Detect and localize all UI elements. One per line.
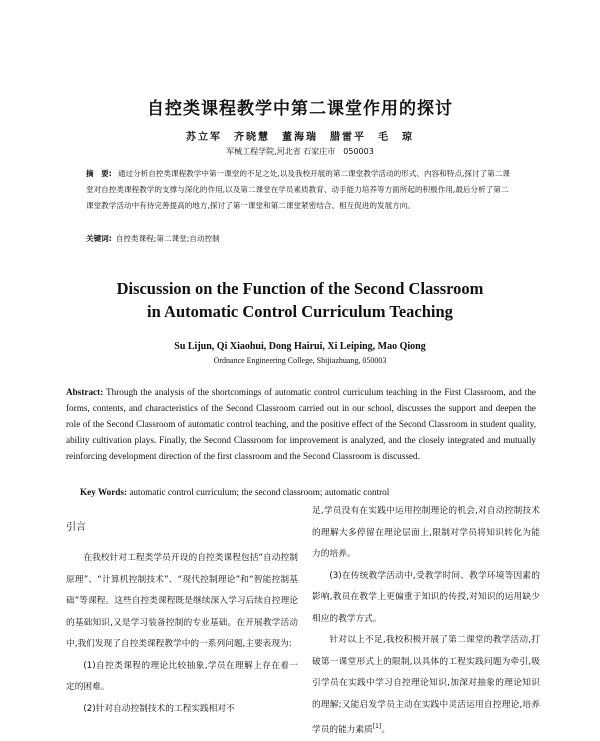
chinese-abstract-text: 通过分析自控类课程教学中第一课堂的不足之处,以及我校开展的第二课堂教学活动的形式、内容和特点,探讨了第二课堂对自控类课程教学的支撑与深化的作用,以及第二课堂在学员素质教育、动手能力培养等方面所起的积极作用,最后分析了第二课堂教学活动中有待完善提高的地方,探讨了第一课堂和第二课堂紧密结合、相互促进的发展方向。 [86,169,510,210]
english-affiliation: Ordnance Engineering College, Shijiazhuang, 050003 [213,356,387,365]
english-title [0,277,600,323]
chinese-authors: 苏立军 齐晓慧 董海瑞 腊雷平 毛 琼 [186,132,414,143]
english-title-line1: Discussion on the Function of the Second Classroom [116,279,484,298]
english-abstract-label: Abstract: [66,387,104,397]
english-abstract-text: Through the analysis of the shortcomings of automatic control curriculum teaching in the First Classroom, and the forms, contents, and characteristics of the Second Classroom carried out in our school, discusses the support and deepen the role of the Second Classroom of automatic control teaching, and the positive effect of the Second Classroom in student quality, ability cultivation plays. Finally, the Second Classroom for improvement is analyzed, and the closely integrated and mutually reinforcing development direction of the first classroom and the Second Classroom is discussed. [66,387,536,461]
chinese-keywords [86,233,516,244]
body-paragraph [312,630,540,741]
chinese-affiliation: 军械工程学院,河北省 石家庄市 050003 [226,147,374,156]
chinese-abstract-label: 摘 要: [86,169,112,178]
english-keywords-text: automatic control curriculum; the second classroom; automatic control [129,487,390,497]
english-keywords [80,487,540,497]
body-paragraph-end: 。 [381,724,390,735]
body-paragraph: 足,学员没有在实践中运用控制理论的机会,对自动控制技术的理解大多停留在理论层面上,限制对学员将知识转化为能力的培养。 [312,506,540,559]
english-title-line2: in Automatic Control Curriculum Teaching [147,302,453,321]
body-right-column [312,501,540,741]
body-paragraph: 在我校针对工程类学员开设的自控类课程包括“自动控制原理”、“计算机控制技术”、“现代控制理论”和“智能控制基础”等课程。这些自控类课程既是继续深入学习后续自控理论的基础知识,又是学习装备控制的专业基础。在开展教学活动中,我们发现了自控类课程教学中的一系列问题,主要表现为: [66,553,298,649]
section-heading-introduction: 引言 [66,522,86,533]
body-paragraph: (2)针对自动控制技术的工程实践相对不 [83,703,235,714]
body-left-column [66,548,298,720]
chinese-keywords-text: 自控类课程;第二课堂;自动控制 [115,234,220,243]
chinese-keywords-label: 关键词: [86,234,112,243]
chinese-title: 自控类课程教学中第二课堂作用的探讨 [147,99,453,119]
citation-reference: [1] [372,723,382,730]
body-paragraph: (1)自控类课程的理论比较抽象,学员在理解上存在着一定的困难。 [66,660,298,692]
english-abstract [66,384,536,464]
english-authors: Su Lijun, Qi Xiaohui, Dong Hairui, Xi Leiping, Mao Qiong [174,341,426,352]
body-paragraph: (3)在传统教学活动中,受教学时间、教学环境等因素的影响,教员在教学上更偏重于知识的传授,对知识的运用缺少相应的教学方式。 [312,570,540,624]
body-paragraph-text: 针对以上不足,我校积极开展了第二课堂的教学活动,打破第一课堂形式上的限制,以具体的工程实践问题为牵引,吸引学员在实践中学习自控理论知识,加深对抽象的理论知识的理解;又能启发学员主动在实践中灵活运用自控理论,培养学员的能力素质 [312,635,540,735]
chinese-abstract [86,166,516,214]
english-keywords-label: Key Words: [80,487,128,497]
